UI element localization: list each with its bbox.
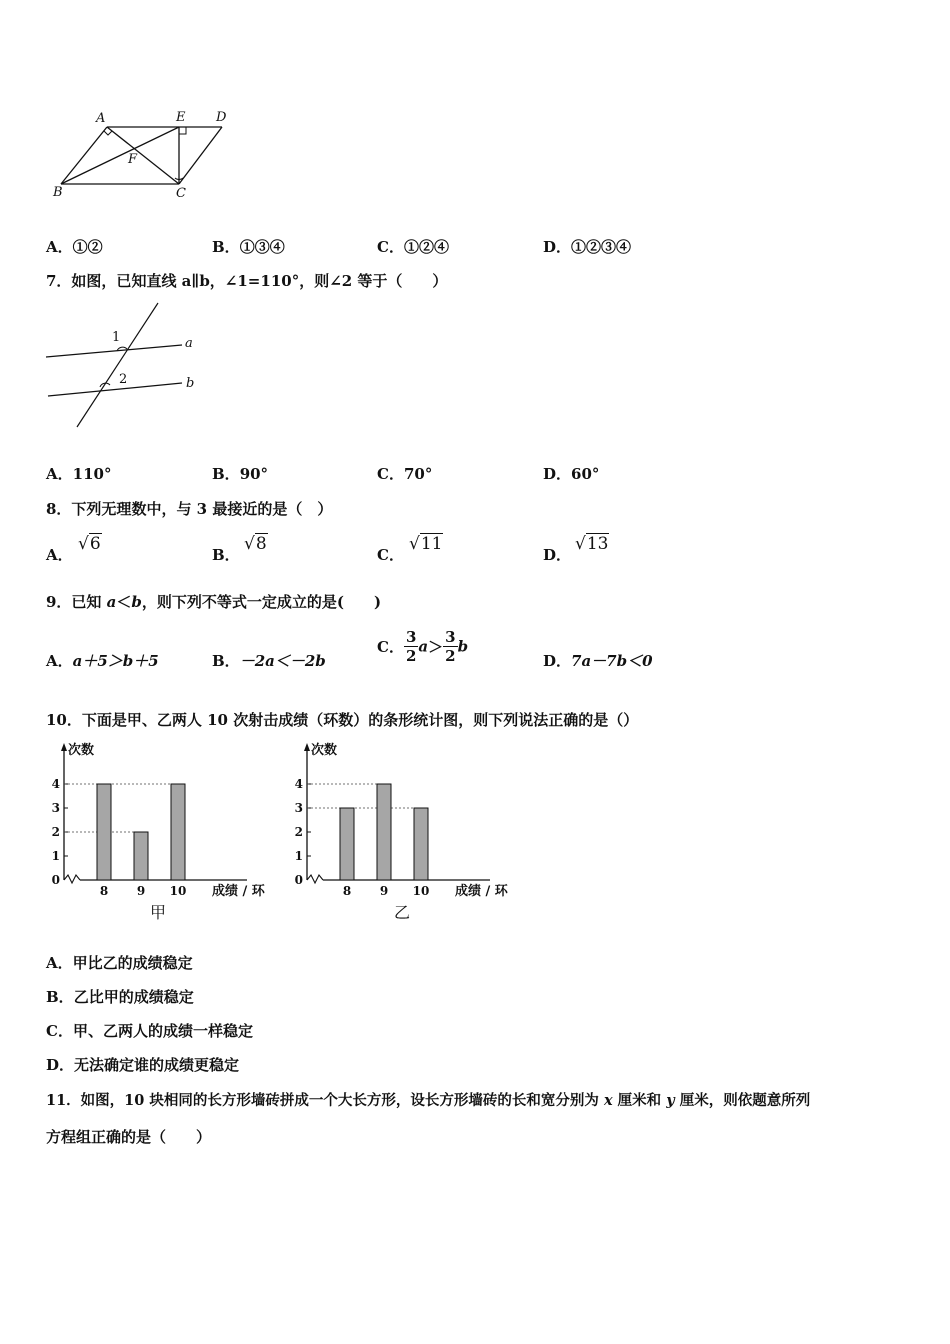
numerator: 3: [405, 628, 417, 646]
q7-option-c[interactable]: [377, 463, 432, 484]
y-tick-label: 1: [51, 849, 60, 863]
q11-stem-line2: 方程组正确的是（ ）: [46, 1128, 212, 1146]
right-angle-mark-E: [179, 127, 186, 134]
q8-option-b-sqrt[interactable]: √8: [244, 534, 267, 554]
label-C: C: [176, 186, 186, 201]
line-a: [46, 345, 182, 357]
q10-option-c[interactable]: [46, 1020, 253, 1041]
option-label: B．: [212, 652, 240, 670]
x-tick-label: 9: [379, 884, 389, 898]
q8-option-c-sqrt[interactable]: √11: [409, 534, 443, 554]
option-text: 7a－7b＜0: [571, 652, 653, 670]
y-axis-arrow: [61, 743, 67, 751]
q8-option-c-label[interactable]: C．: [377, 546, 404, 564]
option-label: C．: [46, 1022, 73, 1040]
q8-option-a-sqrt[interactable]: √6: [78, 534, 101, 554]
q10-option-a[interactable]: [46, 952, 193, 973]
segment-BE: [61, 127, 179, 184]
chart-title: 乙: [393, 903, 411, 922]
y-tick-label: 4: [51, 777, 60, 791]
option-label: B．: [46, 988, 74, 1006]
radicand: 11: [420, 534, 443, 554]
option-label: A．: [46, 652, 73, 670]
y-tick-label: 2: [51, 825, 60, 839]
option-text: －2a＜－2b: [239, 652, 326, 670]
y-axis-label: 次数: [68, 743, 95, 758]
q10-option-b[interactable]: [46, 986, 194, 1007]
option-label: D．: [543, 652, 572, 670]
q7-parallel-lines-figure: [40, 295, 210, 435]
option-text: ①②③④: [571, 238, 632, 256]
y-tick-label: 3: [294, 801, 303, 815]
bar-chart-jia: [42, 735, 282, 925]
y-tick-label: 4: [294, 777, 303, 791]
x-tick-label: 10: [412, 884, 430, 898]
segment-AC: [107, 127, 179, 184]
q8-option-a-label[interactable]: A．: [46, 546, 73, 564]
q9-option-a[interactable]: [46, 650, 159, 671]
option-label: B．: [212, 238, 240, 256]
option-text: ①②④: [403, 238, 449, 256]
line-b-label: b: [186, 376, 195, 391]
x-axis-label: 成绩 / 环: [455, 884, 508, 899]
bar-8: [340, 808, 354, 880]
label-E: E: [176, 110, 186, 125]
segment-DC: [179, 127, 222, 184]
option-text: ①③④: [239, 238, 285, 256]
option-label: A．: [46, 954, 73, 972]
q9-option-d[interactable]: [543, 650, 653, 671]
q6-option-d[interactable]: [543, 236, 631, 257]
x-tick-label: 8: [99, 884, 109, 898]
option-text: 甲比乙的成绩稳定: [72, 954, 193, 972]
stem-text: 厘米和: [612, 1092, 667, 1109]
option-text: 110°: [72, 465, 112, 483]
bar-8: [97, 784, 111, 880]
q9-option-b[interactable]: [212, 650, 326, 671]
q6-option-c[interactable]: [377, 236, 449, 257]
bar-9: [377, 784, 391, 880]
q8-option-b-label[interactable]: B．: [212, 546, 240, 564]
option-text: 无法确定谁的成绩更稳定: [74, 1056, 240, 1074]
option-label: D．: [543, 238, 572, 256]
label-D: D: [216, 110, 227, 125]
option-label: A．: [46, 238, 73, 256]
q6-option-a[interactable]: [46, 236, 103, 257]
chart-title: 甲: [149, 903, 167, 922]
y-axis-label: 次数: [311, 743, 338, 758]
var-b: b: [457, 637, 469, 656]
var-a: a: [106, 593, 117, 611]
y-tick-label: 3: [51, 801, 60, 815]
less-than: ＜: [116, 593, 132, 611]
transversal-line: [77, 303, 158, 427]
bar-10: [414, 808, 428, 880]
fraction-3-2: [443, 628, 457, 665]
option-label: C．: [377, 638, 404, 656]
x-axis-label: 成绩 / 环: [212, 884, 265, 899]
radicand: 6: [89, 534, 101, 554]
option-text: 70°: [403, 465, 433, 483]
denominator: 2: [445, 647, 456, 665]
label-F: F: [128, 152, 138, 167]
bar-chart-yi: [285, 735, 525, 925]
q6-option-b[interactable]: [212, 236, 285, 257]
option-label: B．: [212, 465, 240, 483]
option-label: D．: [543, 465, 572, 483]
x-axis-break: [307, 875, 323, 883]
option-text: 90°: [239, 465, 269, 483]
x-tick-label: 8: [342, 884, 352, 898]
bar-10: [171, 784, 185, 880]
stem-text: 9．已知: [46, 593, 107, 611]
radicand: 13: [586, 534, 609, 554]
y-tick-label: 0: [51, 873, 60, 887]
label-B: B: [53, 185, 63, 200]
q10-option-d[interactable]: [46, 1054, 239, 1075]
var-y: y: [666, 1092, 675, 1109]
var-x: x: [603, 1092, 613, 1109]
q7-option-a[interactable]: [46, 463, 111, 484]
var-a: a: [418, 637, 429, 656]
line-b: [48, 383, 182, 396]
q8-stem: 8．下列无理数中，与 3 最接近的是（ ）: [46, 500, 333, 518]
option-label: C．: [377, 238, 404, 256]
option-text: ①②: [72, 238, 103, 256]
segment-AB: [61, 127, 107, 184]
greater-than: ＞: [428, 638, 444, 656]
line-a-label: a: [185, 336, 193, 351]
q6-parallelogram-figure: [40, 100, 250, 210]
stem-text: ，则下列不等式一定成立的是( ): [141, 593, 382, 611]
stem-text: 厘米，则依题意所列: [674, 1092, 811, 1109]
fraction-3-2: [404, 628, 418, 665]
y-axis-arrow: [304, 743, 310, 751]
x-tick-label: 10: [169, 884, 187, 898]
bar-9: [134, 832, 148, 880]
q9-option-c[interactable]: [377, 628, 468, 665]
denominator: 2: [405, 647, 417, 665]
q7-option-d[interactable]: [543, 463, 599, 484]
y-tick-label: 2: [294, 825, 303, 839]
var-b: b: [131, 593, 142, 611]
q9-stem: [46, 591, 381, 612]
q8-option-d-sqrt[interactable]: √13: [575, 534, 609, 554]
q7-stem: 7．如图，已知直线 a∥b，∠1=110°，则∠2 等于（ ）: [46, 272, 448, 290]
y-tick-label: 0: [294, 873, 303, 887]
option-text: 60°: [571, 465, 600, 483]
q7-option-b[interactable]: [212, 463, 268, 484]
option-text: 乙比甲的成绩稳定: [73, 988, 194, 1006]
q11-stem-line1: [46, 1089, 810, 1110]
angle-2-label: 2: [119, 372, 128, 387]
option-label: A．: [46, 465, 73, 483]
q8-option-d-label[interactable]: D．: [543, 546, 572, 564]
right-angle-mark-A: [104, 131, 112, 135]
numerator: 3: [445, 628, 456, 646]
q10-stem: 10．下面是甲、乙两人 10 次射击成绩（环数）的条形统计图，则下列说法正确的是（）: [46, 711, 639, 729]
y-tick-label: 1: [294, 849, 303, 863]
angle-1-label: 1: [112, 330, 121, 345]
x-axis-break: [64, 875, 80, 883]
label-A: A: [96, 111, 106, 126]
option-text: a＋5＞b＋5: [72, 652, 159, 670]
x-tick-label: 9: [136, 884, 146, 898]
option-text: 甲、乙两人的成绩一样稳定: [72, 1022, 253, 1040]
option-label: C．: [377, 465, 404, 483]
radicand: 8: [255, 534, 267, 554]
option-label: D．: [46, 1056, 75, 1074]
stem-text: 11．如图，10 块相同的长方形墙砖拼成一个大长方形，设长方形墙砖的长和宽分别为: [46, 1092, 604, 1109]
